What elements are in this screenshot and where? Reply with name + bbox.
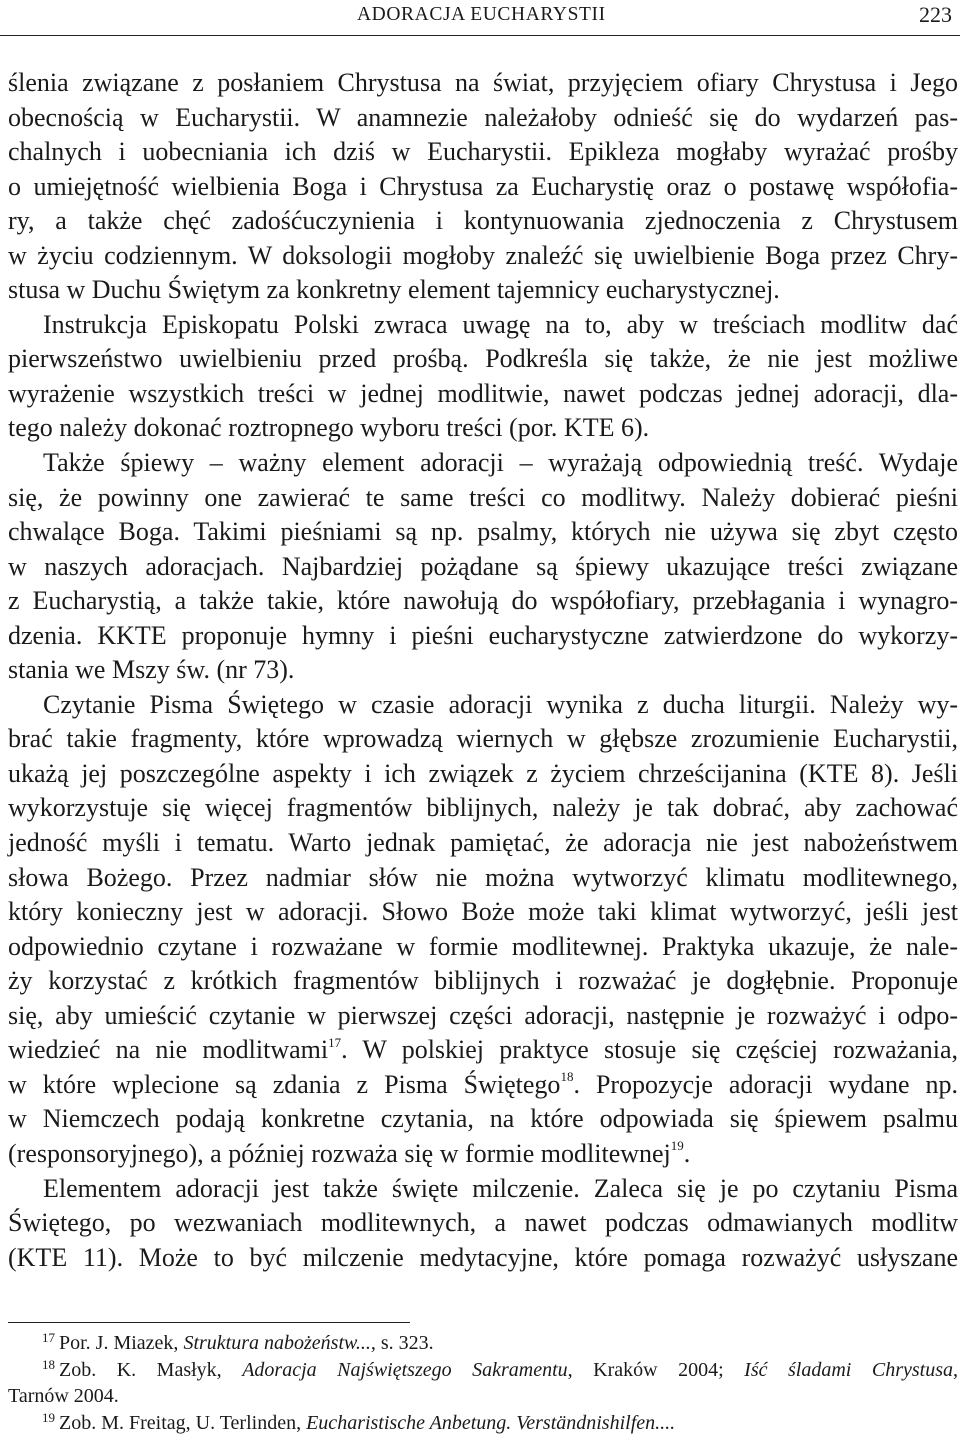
text-line: Elementem adoracji jest także święte milczenie. Zaleca się je po czytaniu Pisma [43, 1173, 958, 1203]
footnote-text: Zob. K. Masłyk, [59, 1358, 243, 1381]
text-line: się, aby umieścić czytanie w pierwszej części adoracji, następnie je rozważyć i odpo- [8, 1000, 958, 1030]
page-number: 223 [919, 2, 952, 27]
text-segment: (responsoryjnego), a później rozważa się w formie modlitewnej [8, 1138, 671, 1168]
text-line: Także śpiewy – ważny element adoracji – wyrażają odpowiednią treść. Wydaje [43, 448, 958, 478]
text-line: z Eucharystią, a także takie, które nawołują do współofiary, przebłagania i wynagro- [8, 586, 958, 616]
footnote-number: 18 [42, 1356, 55, 1372]
text-line [8, 1068, 958, 1103]
text-line: jedność myśli i tematu. Warto jednak pamiętać, że adoracja nie jest nabożeństwem [8, 828, 958, 858]
footnote-ref-17[interactable]: 17 [328, 1034, 342, 1050]
footnote-text: Zob. M. Freitag, U. Terlinden, [59, 1411, 307, 1434]
text-line: Instrukcja Episkopatu Polski zwraca uwagę na to, aby w treściach modlitw dać [43, 309, 958, 339]
footnote-title: Struktura nabożeństw..., [183, 1332, 376, 1354]
text-line: chwalące Boga. Takimi pieśniami są np. psalmy, których nie używa się zbyt często [8, 517, 958, 547]
text-line: obecnością w Eucharystii. W anamnezie należałoby odnieść się do wydarzeń pas- [8, 102, 958, 132]
text-line: Czytanie Pisma Świętego w czasie adoracji wynika z ducha liturgii. Należy wy- [43, 689, 958, 719]
text-line: pierwszeństwo uwielbieniu przed prośbą. Podkreśla się także, że nie jest możliwe [8, 344, 958, 374]
text-line: odpowiednio czytane i rozważane w formie modlitewnej. Praktyka ukazuje, że nale- [8, 931, 958, 961]
footnote-ref-18[interactable]: 18 [560, 1069, 574, 1085]
footnote-ref-19[interactable]: 19 [670, 1138, 684, 1154]
text-line: w życiu codziennym. W doksologii mogłoby znaleźć się uwielbienie Boga przez Chry- [8, 240, 958, 270]
text-line: ślenia związane z posłaniem Chrystusa na świat, przyjęciem ofiary Chrystusa i Jego [8, 68, 958, 97]
footnote-title: Eucharistische Anbetung. Verständnishilfen.... [306, 1411, 676, 1434]
footnote-19 [8, 1410, 958, 1437]
text-segment: w które wplecione są zdania z Pisma Świętego [8, 1069, 561, 1099]
text-segment: . W polskiej praktyce stosuje się częściej rozważania, [341, 1035, 958, 1065]
text-line: chalnych i uobecniania ich dziś w Eucharystii. Epikleza mogłaby wyrażać prośby [8, 137, 958, 167]
text-line: ukażą jej poszczególne aspekty i ich związek z życiem chrześcijanina (KTE 8). Jeśli [8, 758, 958, 788]
text-line: stusa w Duchu Świętym za konkretny element tajemnicy eucharystycznej. [8, 275, 780, 305]
text-line: wykorzystuje się więcej fragmentów biblijnych, należy je tak dobrać, aby zachować [8, 793, 958, 823]
text-line: dzenia. KKTE proponuje hymny i pieśni eucharystyczne zatwierdzone do wykorzy- [8, 620, 958, 650]
text-line: wyrażenie wszystkich treści w jednej modlitwie, nawet podczas jednej adoracji, dla- [8, 378, 958, 408]
text-line: o umiejętność wielbienia Boga i Chrystusa za Eucharystię oraz o postawę współofia- [8, 171, 958, 201]
text-line: słowa Bożego. Przez nadmiar słów nie można wytworzyć klimatu modlitewnego, [8, 862, 958, 892]
text-line [8, 1137, 958, 1172]
footnote-title: Iść śladami Chrystusa [744, 1358, 953, 1381]
text-line: stania we Mszy św. (nr 73). [8, 655, 295, 685]
text-line: tego należy dokonać roztropnego wyboru treści (por. KTE 6). [8, 413, 650, 443]
running-title: ADORACJA EUCHARYSTII [357, 4, 606, 25]
text-line: ry, a także chęć zadośćuczynienia i kontynuowania zjednoczenia z Chrystusem [8, 206, 958, 236]
text-line: ży korzystać z krótkich fragmentów biblijnych i rozważać je dogłębnie. Proponuje [8, 966, 958, 996]
text-line: który konieczny jest w adoracji. Słowo Boże może taki klimat wytworzyć, jeśli jest [8, 897, 958, 927]
footnote-title: Adoracja Najświętszego Sakramentu [242, 1358, 568, 1381]
footnote-18 [8, 1357, 958, 1384]
footnote-text: Por. J. Miazek, [59, 1332, 184, 1354]
body-text [8, 66, 958, 1275]
footnote-number: 17 [42, 1330, 55, 1345]
footnote-text: , Kraków 2004; [567, 1358, 745, 1381]
text-line [8, 1033, 958, 1068]
footnote-text: , [952, 1358, 958, 1381]
footnote-rule [8, 1322, 410, 1323]
text-segment: wiedzieć na nie modlitwami [8, 1035, 329, 1065]
text-line: Świętego, po wezwaniach modlitewnych, a nawet podczas odmawianych modlitw [8, 1208, 958, 1238]
header-rule [0, 35, 960, 36]
text-segment: . Propozycje adoracji wydane np. [573, 1069, 958, 1099]
text-segment: . [683, 1138, 691, 1168]
footnotes [8, 1330, 958, 1436]
text-line: w naszych adoracjach. Najbardziej pożądane są śpiewy ukazujące treści związane [8, 551, 958, 581]
footnote-number: 19 [42, 1409, 55, 1425]
text-line: (KTE 11). Może to być milczenie medytacyjne, które pomaga rozważyć usłyszane [8, 1242, 958, 1272]
text-line: w Niemczech podają konkretne czytania, na które odpowiada się śpiewem psalmu [8, 1104, 958, 1134]
footnote-text: s. 323. [375, 1332, 434, 1354]
footnote-17 [8, 1330, 958, 1357]
text-line: się, że powinny one zawierać te same treści co modlitwy. Należy dobierać pieśni [8, 482, 958, 512]
footnote-18-continuation: Tarnów 2004. [8, 1385, 119, 1407]
text-line: brać takie fragmenty, które wprowadzą wiernych w głębsze zrozumienie Eucharystii, [8, 724, 958, 754]
page-header [0, 0, 960, 34]
